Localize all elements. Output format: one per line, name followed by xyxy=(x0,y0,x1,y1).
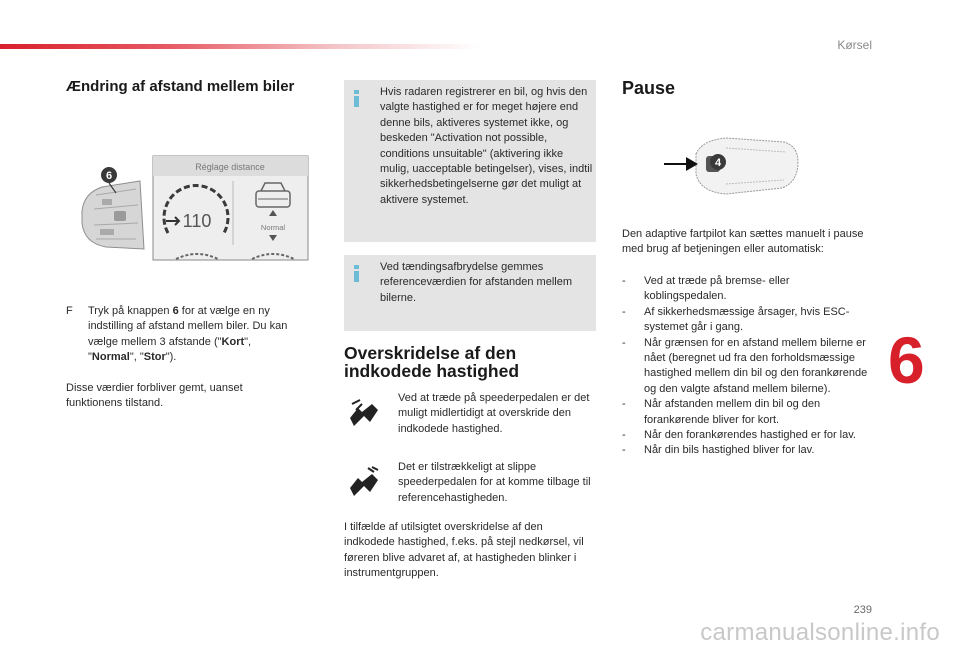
section-heading-overspeed: Overskridelse af den indkodede hastighed xyxy=(344,343,520,381)
pause-intro: Den adaptive fartpilot kan sættes manuelt i pause med brug af betjeningen eller automatisk: xyxy=(622,228,864,256)
foot-release-icon xyxy=(348,466,382,505)
info-box-radar xyxy=(344,80,596,242)
pause-control-figure xyxy=(656,124,802,204)
section-name: Kørsel xyxy=(837,38,872,52)
header-color-bar xyxy=(0,44,480,49)
list-item: - Når afstanden mellem din bil og den forankørende bliver for kort. xyxy=(622,398,821,426)
info-box-ignition-text: Ved tændingsafbrydelse gemmes referenceværdien for afstanden mellem bilerne. xyxy=(380,261,572,304)
pause-conditions-list xyxy=(622,274,874,459)
watermark: carmanualsonline.info xyxy=(700,619,940,646)
info-box-radar-text: Hvis radaren registrerer en bil, og hvis den valgte hastighed er for meget højere end denne bils, aktiveres systemet ikke, og beskeden "Activation not possible, conditions unsuitable" (aktivering ikke mulig, uacceptable betingelser), vises, indtil sikkerhedsbetingelserne gør det muligt at aktivere systemet. xyxy=(380,86,593,206)
list-item: - Når grænsen for en afstand mellem bilerne er nået (beregnet ud fra den forholdsmæssige hastighed mellem din bil og den forankørende og den valgte afstand mellem bilerne). xyxy=(622,336,868,395)
overspeed-note: I tilfælde af utilsigtet overskridelse af den indkodede hastighed, f.eks. på stejl nedkørsel, vil føreren blive advaret af, at hastigheden blinker i instrumentgruppen. xyxy=(344,521,584,580)
figure-callout-4: 4 xyxy=(714,157,722,169)
list-item: - Når den forankørendes hastighed er for lav. xyxy=(622,429,856,442)
section-heading-distance: Ændring af afstand mellem biler xyxy=(66,78,295,95)
distance-setting-figure xyxy=(76,153,310,263)
info-box-ignition xyxy=(344,255,596,331)
screen-speed: 110 xyxy=(182,211,212,231)
chapter-number: 6 xyxy=(888,323,925,397)
distance-instruction-text: Tryk på knappen 6 for at vælge en ny indstilling af afstand mellem biler. Du kan vælge mellem 3 afstande ("Kort", "Normal", "Stor"). xyxy=(88,305,288,364)
page-number: 239 xyxy=(853,604,872,616)
list-item: - Når din bils hastighed bliver for lav. xyxy=(622,444,815,457)
foot-press-icon xyxy=(348,396,382,435)
figure-callout-6: 6 xyxy=(105,170,113,182)
list-item: - Ved at træde på bremse- eller koblingspedalen. xyxy=(622,275,790,303)
screen-title: Réglage distance xyxy=(195,162,265,172)
distance-note: Disse værdier forbliver gemt, uanset funktionens tilstand. xyxy=(66,382,243,410)
list-item: - Af sikkerhedsmæssige årsager, hvis ESC-systemet går i gang. xyxy=(622,305,850,334)
info-icon xyxy=(354,265,359,282)
section-heading-pause: Pause xyxy=(622,78,676,98)
bullet-arrow-icon: F xyxy=(66,305,73,317)
pause-control-illustration xyxy=(656,124,802,204)
distance-setting-illustration xyxy=(76,153,310,263)
screen-mode: Normal xyxy=(260,223,286,232)
overspeed-item-1: Ved at træde på speederpedalen er det muligt midlertidigt at overskride den indkodede hastighed. xyxy=(398,392,590,435)
distance-instruction xyxy=(66,304,296,366)
overspeed-item-2: Det er tilstrækkeligt at slippe speederpedalen for at komme tilbage til referencehastigheden. xyxy=(398,461,591,504)
info-icon xyxy=(354,90,359,107)
